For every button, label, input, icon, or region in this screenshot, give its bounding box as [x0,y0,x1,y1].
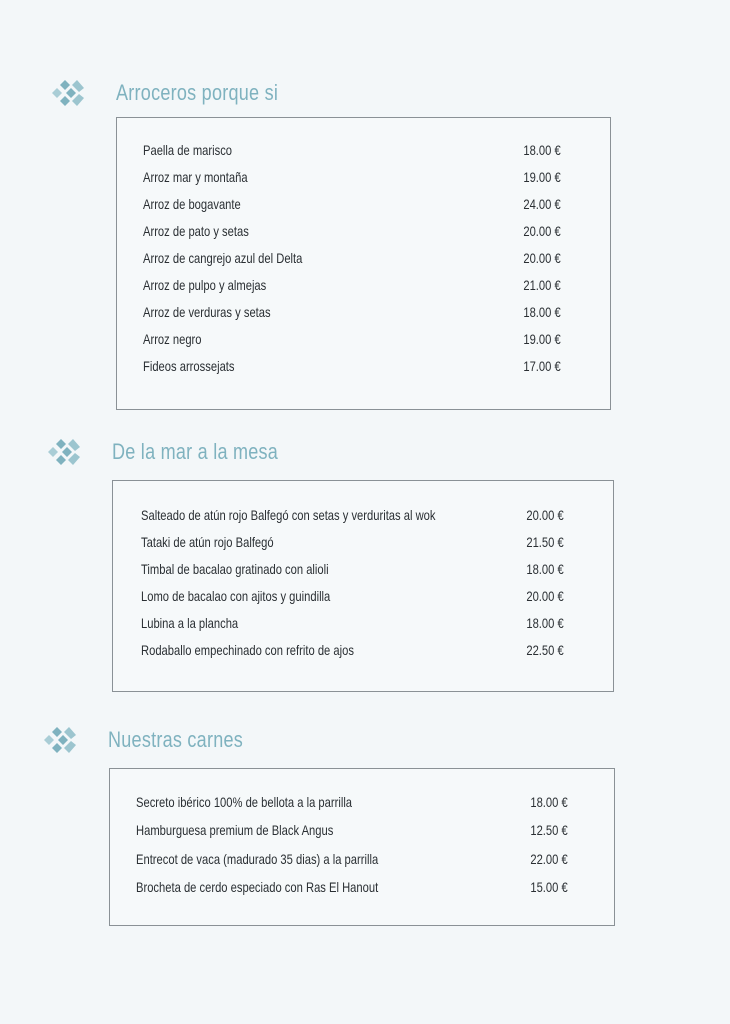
item-price: 18.00 € [526,561,564,577]
section-header-arroceros [50,80,314,106]
list-item [113,639,613,661]
section-title: Nuestras carnes [108,727,244,752]
item-name: Rodaballo empechinado con refrito de ajos [141,642,354,658]
item-price: 20.00 € [526,507,564,523]
item-price: 22.50 € [526,642,564,658]
list-item [117,328,610,350]
item-name: Arroz de verduras y setas [143,304,271,320]
diamond-cluster-logo-icon [50,80,84,106]
item-name: Arroz de pulpo y almejas [143,277,267,293]
list-item [110,876,614,898]
item-price: 12.50 € [530,822,568,838]
list-item [117,193,610,215]
item-name: Fideos arrossejats [143,358,235,374]
list-item [110,848,614,870]
item-price: 17.00 € [523,358,561,374]
diamond-cluster-logo-icon [46,439,80,465]
item-price: 18.00 € [523,304,561,320]
item-name: Arroz de pato y setas [143,223,249,239]
item-price: 15.00 € [530,879,568,895]
menu-box-mar [112,480,614,692]
item-name: Lomo de bacalao con ajitos y guindilla [141,588,331,604]
item-name: Brocheta de cerdo especiado con Ras El Hanout [136,879,379,895]
list-item [117,166,610,188]
list-item [113,612,613,634]
item-name: Timbal de bacalao gratinado con alioli [141,561,329,577]
item-name: Paella de marisco [143,142,233,158]
list-item [110,791,614,813]
item-price: 21.00 € [523,277,561,293]
list-item [117,301,610,323]
item-name: Tataki de atún rojo Balfegó [141,534,274,550]
section-header-mar [46,439,315,465]
item-price: 18.00 € [523,142,561,158]
section-header-carnes [42,727,273,753]
list-item [117,139,610,161]
list-item [117,274,610,296]
list-item [113,558,613,580]
item-price: 19.00 € [523,331,561,347]
section-title: De la mar a la mesa [112,439,279,464]
list-item [113,504,613,526]
item-price: 19.00 € [523,169,561,185]
item-name: Arroz negro [143,331,202,347]
list-item [117,355,610,377]
item-name: Salteado de atún rojo Balfegó con setas y verduritas al wok [141,507,436,523]
item-price: 18.00 € [530,794,568,810]
list-item [110,819,614,841]
item-price: 20.00 € [526,588,564,604]
item-name: Arroz de cangrejo azul del Delta [143,250,303,266]
item-name: Lubina a la plancha [141,615,239,631]
item-name: Arroz mar y montaña [143,169,248,185]
list-item [117,247,610,269]
item-price: 20.00 € [523,250,561,266]
list-item [113,531,613,553]
menu-box-carnes [109,768,615,926]
item-price: 21.50 € [526,534,564,550]
diamond-cluster-logo-icon [42,727,76,753]
list-item [117,220,610,242]
item-price: 22.00 € [530,851,568,867]
item-name: Arroz de bogavante [143,196,241,212]
menu-box-arroceros [116,117,611,410]
section-title: Arroceros porque si [116,80,279,105]
item-name: Secreto ibérico 100% de bellota a la parrilla [136,794,353,810]
item-price: 24.00 € [523,196,561,212]
item-price: 20.00 € [523,223,561,239]
list-item [113,585,613,607]
item-name: Hamburguesa premium de Black Angus [136,822,334,838]
item-price: 18.00 € [526,615,564,631]
item-name: Entrecot de vaca (madurado 35 dias) a la parrilla [136,851,379,867]
